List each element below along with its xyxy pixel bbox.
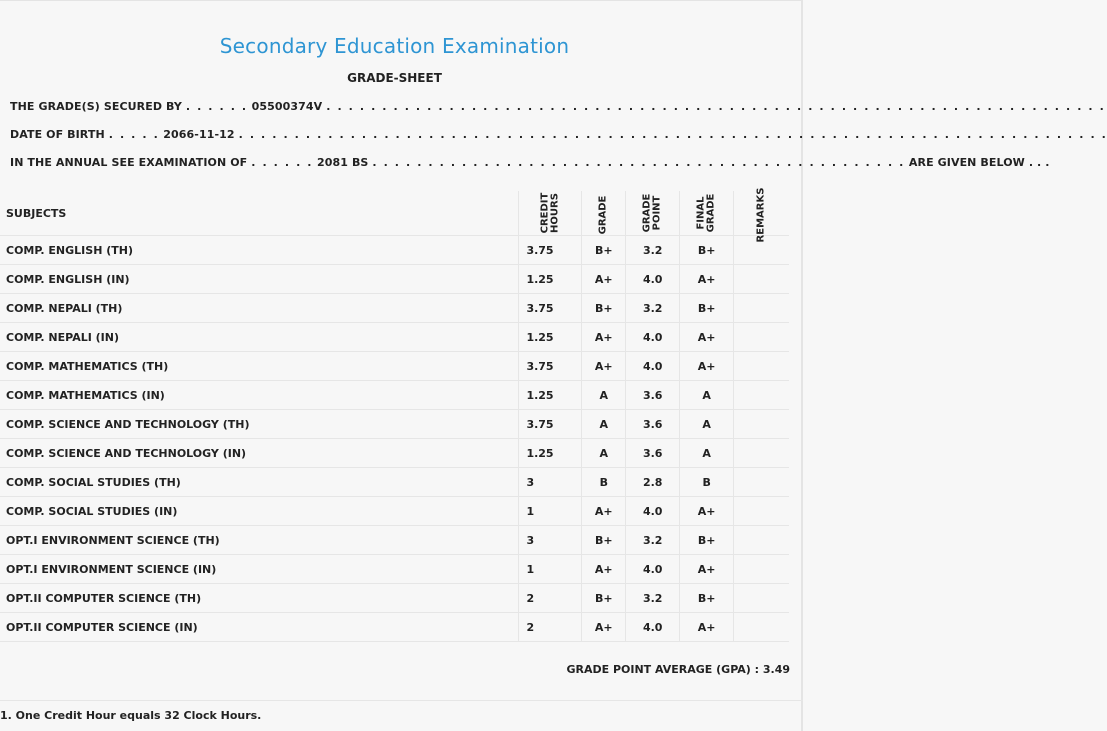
credit-hours-cell: 3: [519, 468, 582, 497]
page-subtitle: GRADE-SHEET: [347, 71, 442, 85]
grade-point-cell: 3.6: [626, 381, 680, 410]
table-row: [0, 468, 789, 497]
final-grade-cell: A+: [680, 323, 734, 352]
subject-cell: COMP. NEPALI (TH): [0, 294, 519, 323]
table-row: [0, 584, 789, 613]
grade-point-cell: 3.2: [626, 294, 680, 323]
grade-point-cell: 3.2: [626, 526, 680, 555]
subject-cell: OPT.II COMPUTER SCIENCE (IN): [0, 613, 519, 642]
grade-point-cell: 3.6: [626, 410, 680, 439]
credit-hours-cell: 3.75: [519, 294, 582, 323]
table-row: [0, 352, 789, 381]
credit-hours-cell: 3.75: [519, 236, 582, 265]
credit-hours-cell: 2: [519, 584, 582, 613]
leader-dots: . . . . . .: [185, 100, 248, 113]
grade-point-cell: 4.0: [626, 555, 680, 584]
credit-hours-cell: 1: [519, 555, 582, 584]
grades-secured-line: [10, 100, 1105, 113]
remarks-cell: [734, 584, 789, 613]
header-final-grade: FINAL GRADE: [680, 191, 734, 236]
grade-cell: A+: [582, 497, 626, 526]
page-title: Secondary Education Examination: [219, 34, 570, 58]
subject-cell: OPT.II COMPUTER SCIENCE (TH): [0, 584, 519, 613]
table-row: [0, 323, 789, 352]
header-subjects: SUBJECTS: [0, 191, 519, 236]
gpa-label: GRADE POINT AVERAGE (GPA) :: [566, 663, 760, 676]
credit-hours-cell: 1.25: [519, 439, 582, 468]
credit-hours-cell: 3: [519, 526, 582, 555]
final-grade-cell: B+: [680, 294, 734, 323]
remarks-cell: [734, 323, 789, 352]
subject-cell: COMP. SOCIAL STUDIES (TH): [0, 468, 519, 497]
leader-dots: . . . . .: [108, 128, 160, 141]
grade-point-cell: 4.0: [626, 497, 680, 526]
final-grade-cell: A: [680, 381, 734, 410]
subject-cell: COMP. ENGLISH (IN): [0, 265, 519, 294]
table-row: [0, 381, 789, 410]
grade-cell: A+: [582, 323, 626, 352]
subject-cell: COMP. ENGLISH (TH): [0, 236, 519, 265]
leader-dots: . . . . . .: [251, 156, 314, 169]
table-row: [0, 410, 789, 439]
grade-point-cell: 3.2: [626, 584, 680, 613]
subject-cell: COMP. MATHEMATICS (IN): [0, 381, 519, 410]
final-grade-cell: B+: [680, 584, 734, 613]
remarks-cell: [734, 468, 789, 497]
subject-cell: OPT.I ENVIRONMENT SCIENCE (IN): [0, 555, 519, 584]
subject-cell: COMP. NEPALI (IN): [0, 323, 519, 352]
credit-hours-cell: 1: [519, 497, 582, 526]
exam-line: [10, 156, 1050, 169]
grade-point-cell: 4.0: [626, 613, 680, 642]
subject-cell: COMP. SOCIAL STUDIES (IN): [0, 497, 519, 526]
grade-cell: A+: [582, 555, 626, 584]
symbol-number: 05500374V: [251, 100, 323, 113]
dob-line: [10, 128, 1107, 141]
table-row: [0, 555, 789, 584]
remarks-cell: [734, 497, 789, 526]
exam-year: 2081 BS: [317, 156, 369, 169]
credit-hours-cell: 3.75: [519, 410, 582, 439]
table-row: [0, 294, 789, 323]
remarks-cell: [734, 439, 789, 468]
grade-cell: A+: [582, 613, 626, 642]
remarks-cell: [734, 381, 789, 410]
grade-cell: B+: [582, 236, 626, 265]
grade-cell: B+: [582, 294, 626, 323]
credit-hours-cell: 1.25: [519, 323, 582, 352]
leader-dots: . . . . . . . . . . . . . . . . . . . . . . . . . . . . . . . . . . . . . . . . . . . . . . . . . . . . . . . . . . . . . . . . . . . . . .: [326, 100, 1106, 113]
dob-label: DATE OF BIRTH: [10, 128, 105, 141]
table-row: [0, 265, 789, 294]
final-grade-cell: A+: [680, 352, 734, 381]
gpa-value: 3.49: [762, 663, 790, 676]
credit-hours-cell: 1.25: [519, 381, 582, 410]
remarks-cell: [734, 526, 789, 555]
final-grade-cell: A+: [680, 613, 734, 642]
table-row: [0, 613, 789, 642]
divider: [0, 700, 803, 701]
remarks-cell: [734, 294, 789, 323]
remarks-cell: [734, 613, 789, 642]
grade-point-cell: 4.0: [626, 265, 680, 294]
dob-value: 2066-11-12: [163, 128, 235, 141]
grade-cell: B: [582, 468, 626, 497]
credit-hours-cell: 3.75: [519, 352, 582, 381]
final-grade-cell: A+: [680, 497, 734, 526]
header-credit-hours: CREDIT HOURS: [519, 191, 582, 236]
grade-point-cell: 2.8: [626, 468, 680, 497]
credit-hours-cell: 2: [519, 613, 582, 642]
final-grade-cell: B+: [680, 236, 734, 265]
grade-point-cell: 4.0: [626, 352, 680, 381]
table-header-row: [0, 191, 789, 236]
footnote: 1. One Credit Hour equals 32 Clock Hours.: [0, 709, 262, 722]
table-row: [0, 439, 789, 468]
final-grade-cell: A+: [680, 265, 734, 294]
remarks-cell: [734, 410, 789, 439]
leader-dots: . . . . . . . . . . . . . . . . . . . . . . . . . . . . . . . . . . . . . . . . . . . . . . . . . . . . . . . . . . . . . . . . . . . . . . . . . . . . . .: [238, 128, 1107, 141]
header-remarks: REMARKS: [734, 191, 789, 236]
grade-cell: A+: [582, 352, 626, 381]
gpa-summary: [566, 663, 790, 676]
final-grade-cell: B+: [680, 526, 734, 555]
grade-cell: B+: [582, 584, 626, 613]
grade-cell: A: [582, 439, 626, 468]
grade-point-cell: 3.2: [626, 236, 680, 265]
exam-suffix: ARE GIVEN BELOW . . .: [908, 156, 1050, 169]
final-grade-cell: B: [680, 468, 734, 497]
grade-cell: B+: [582, 526, 626, 555]
grade-point-cell: 4.0: [626, 323, 680, 352]
final-grade-cell: A: [680, 410, 734, 439]
credit-hours-cell: 1.25: [519, 265, 582, 294]
grade-point-cell: 3.6: [626, 439, 680, 468]
final-grade-cell: A+: [680, 555, 734, 584]
grade-cell: A: [582, 381, 626, 410]
remarks-cell: [734, 555, 789, 584]
remarks-cell: [734, 352, 789, 381]
table-row: [0, 526, 789, 555]
table-row: [0, 236, 789, 265]
header-grade-point: GRADE POINT: [626, 191, 680, 236]
subject-cell: COMP. MATHEMATICS (TH): [0, 352, 519, 381]
grades-table: [0, 187, 789, 642]
grades-secured-label: THE GRADE(S) SECURED BY: [10, 100, 182, 113]
header-grade: GRADE: [582, 191, 626, 236]
subject-cell: OPT.I ENVIRONMENT SCIENCE (TH): [0, 526, 519, 555]
leader-dots: . . . . . . . . . . . . . . . . . . . . . . . . . . . . . . . . . . . . . . . . . . . . . . . .: [372, 156, 905, 169]
grade-cell: A: [582, 410, 626, 439]
grade-cell: A+: [582, 265, 626, 294]
remarks-cell: [734, 265, 789, 294]
final-grade-cell: A: [680, 439, 734, 468]
subject-cell: COMP. SCIENCE AND TECHNOLOGY (TH): [0, 410, 519, 439]
subject-cell: COMP. SCIENCE AND TECHNOLOGY (IN): [0, 439, 519, 468]
exam-label: IN THE ANNUAL SEE EXAMINATION OF: [10, 156, 248, 169]
table-row: [0, 497, 789, 526]
